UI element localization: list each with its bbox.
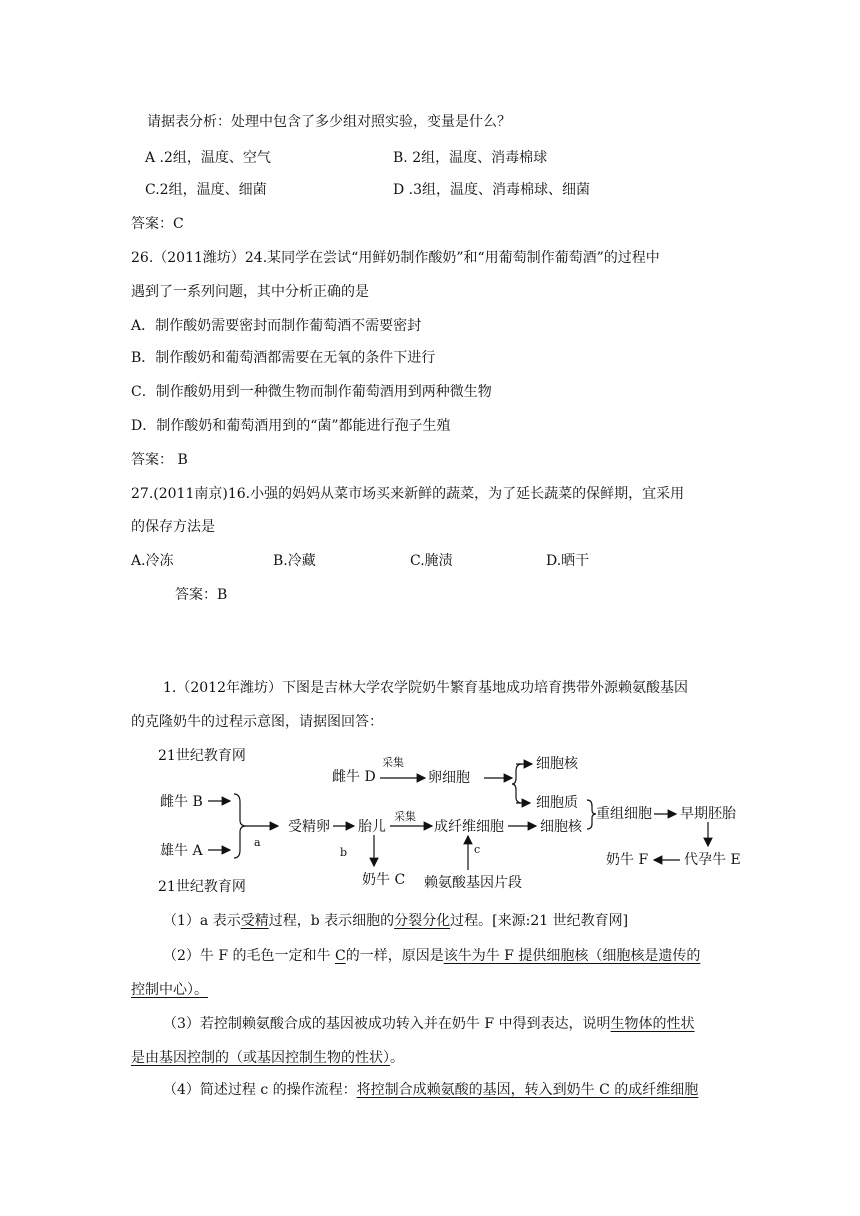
node-cytoplasm: 细胞质 <box>536 795 578 811</box>
node-egg-cell: 卵细胞 <box>428 770 470 786</box>
answer-2-fill-1: C <box>334 948 346 964</box>
node-fetus: 胎儿 <box>358 819 386 835</box>
q1-stem-line1: 1.（2012年潍坊）下图是吉林大学农学院奶牛繁育基地成功培育携带外源赖氨酸基因 <box>163 680 688 696</box>
answer-2 <box>163 946 700 966</box>
node-bull-a: 雄牛 A <box>160 843 203 859</box>
answer-4-prefix: （4）简述过程 c 的操作流程： <box>163 1082 357 1098</box>
answer-4-fill-1: 将控制合成赖氨酸的基因，转入到奶牛 C 的成纤维细胞 <box>356 1082 699 1098</box>
q27-option-c: C.腌渍 <box>410 553 453 569</box>
answer-1 <box>163 911 628 931</box>
node-recombinant-cell: 重组细胞 <box>596 806 652 822</box>
q27-stem-line1: 27.(2011南京)16.小强的妈妈从菜市场买来新鲜的蔬菜，为了延长蔬菜的保鲜期，宜采用 <box>131 486 685 502</box>
answer-2-fill-2: 该牛为牛 F 提供细胞核（细胞核是遗传的 <box>443 948 701 964</box>
q27-option-b: B.冷藏 <box>273 553 316 569</box>
node-early-embryo: 早期胚胎 <box>680 806 736 822</box>
cloning-flow-diagram <box>150 738 770 898</box>
node-cow-c: 奶牛 C <box>362 872 406 888</box>
label-a: a <box>254 836 261 849</box>
q26-option-a: A．制作酸奶需要密封而制作葡萄酒不需要密封 <box>131 318 422 334</box>
node-zygote: 受精卵 <box>288 819 330 835</box>
q1-stem-line2: 的克隆奶牛的过程示意图，请据图回答： <box>131 714 383 730</box>
q27-option-a: A.冷冻 <box>131 553 174 569</box>
q27-stem-line2: 的保存方法是 <box>131 519 215 535</box>
answer-4 <box>163 1080 698 1100</box>
node-cow-f: 奶牛 F <box>606 852 649 868</box>
answer-3-line2 <box>131 1048 404 1068</box>
answer-2-line2: 控制中心）。 <box>131 982 208 998</box>
watermark-bottom: 21世纪教育网 <box>158 879 246 895</box>
question-intro: 请据表分析：处理中包含了多少组对照实验，变量是什么？ <box>147 114 511 130</box>
q25-option-a: A .2组，温度、空气 <box>145 150 271 166</box>
q25-option-c: C.2组，温度、细菌 <box>145 182 267 198</box>
node-surrogate-e: 代孕牛 E <box>684 852 741 868</box>
answer-1-prefix: （1）a 表示 <box>163 913 241 929</box>
label-c: c <box>474 843 481 856</box>
answer-3-end: 。 <box>390 1050 404 1066</box>
q27-option-d: D.晒干 <box>546 553 590 569</box>
answer-1-fill-2: 分裂分化 <box>394 913 451 929</box>
q26-answer: 答案： B <box>131 452 188 468</box>
q27-answer: 答案：B <box>175 587 228 603</box>
node-cow-b: 雌牛 B <box>160 794 203 810</box>
label-collect-2: 采集 <box>394 810 416 823</box>
watermark-top: 21世纪教育网 <box>158 748 246 764</box>
q25-option-b: B. 2组，温度、消毒棉球 <box>393 150 548 166</box>
q26-option-d: D．制作酸奶和葡萄酒用到的“菌”都能进行孢子生殖 <box>131 418 451 434</box>
answer-1-fill-1: 受精 <box>240 913 269 929</box>
node-fibroblast: 成纤维细胞 <box>434 819 504 835</box>
answer-3-fill-1: 生物体的性状 <box>610 1016 695 1032</box>
q26-stem-line2: 遇到了一系列问题，其中分析正确的是 <box>131 284 369 300</box>
q26-option-b: B．制作酸奶和葡萄酒都需要在无氧的条件下进行 <box>131 350 436 366</box>
node-lysine-gene: 赖氨酸基因片段 <box>424 875 522 891</box>
node-nucleus-2: 细胞核 <box>540 819 582 835</box>
answer-3 <box>163 1014 695 1034</box>
answer-1-middle: 过程，b 表示细胞的 <box>268 913 395 929</box>
node-cow-d: 雌牛 D <box>332 769 376 785</box>
q25-answer: 答案：C <box>131 216 184 232</box>
answer-3-fill-2: 是由基因控制的（或基因控制生物的性状） <box>131 1050 390 1066</box>
q25-option-d: D .3组，温度、消毒棉球、细菌 <box>393 182 591 198</box>
label-b: b <box>340 846 348 859</box>
answer-1-suffix: 过程。[来源:21 世纪教育网] <box>450 913 629 929</box>
answer-2-prefix: （2）牛 F 的毛色一定和牛 <box>163 948 335 964</box>
label-collect-1: 采集 <box>382 756 404 769</box>
answer-3-prefix: （3）若控制赖氨酸合成的基因被成功转入并在奶牛 F 中得到表达，说明 <box>163 1016 611 1032</box>
q26-stem-line1: 26.（2011潍坊）24.某同学在尝试“用鲜奶制作酸奶”和“用葡萄制作葡萄酒”的过程中 <box>131 250 660 266</box>
q26-option-c: C．制作酸奶用到一种微生物而制作葡萄酒用到两种微生物 <box>131 384 492 400</box>
node-nucleus-1: 细胞核 <box>536 756 578 772</box>
answer-2-middle: 的一样，原因是 <box>345 948 444 964</box>
